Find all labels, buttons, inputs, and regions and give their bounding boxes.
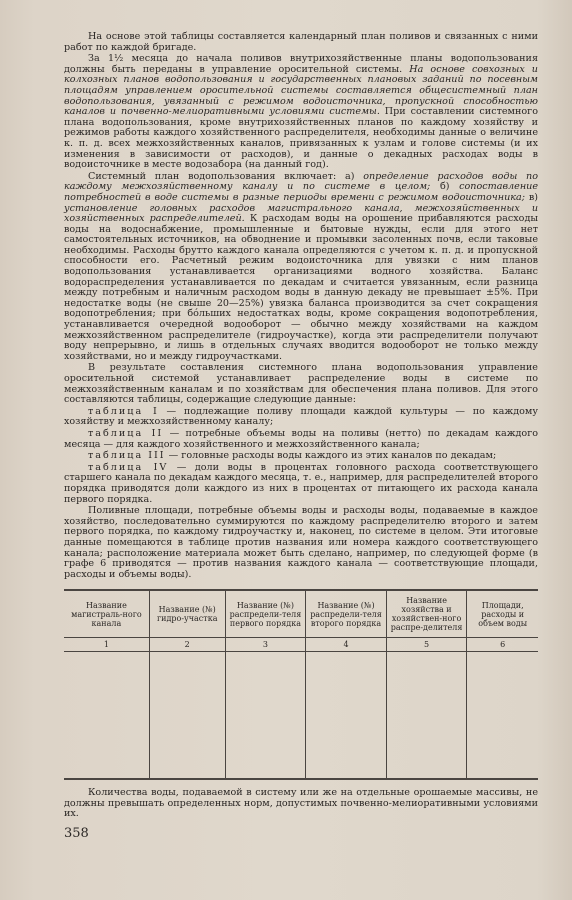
text-run: К расходам воды на орошение прибавляются расходы воды на водоснабжение, промышленные и бытовые нужды, если для этого нет самостоятельных источников, на обводнение и промывки засоленных почв, если таковые необходимы. Расходы брутто каждого канала определяются с учетом к. п. д. и пропускной способности его. Расчетный режим водоисточника для увязки с ним планов водопользования устанавливается организациями водного хозяйства. Баланс водораспределения устанавливается по декадам и считается увязанным, если разница между потребным и наличным расходом воды в данную декаду не превышает ±5%. При недостатке воды (не свыше 20—25%) увязка баланса производится за счет сокращения водопотребления; при бо́льших недостатках воды, кроме сокращения водопотребления, устанавливается очередной водооборот — обычно между хозяйствами на каждом межхозяйственном распределителе (гидроучастке), когда эти распределители получают воду непрерывно, и лишь в отдельных случаях вводится водооборот не только между хозяйствами, но и между гидроучастками. bbox=[64, 213, 538, 362]
header-main-canal: Название магистраль-ного канала bbox=[64, 590, 149, 638]
header-farm-distributor: Название хозяйства и хозяйствен-ного распре-делителя bbox=[386, 590, 467, 638]
list-label: таблица IV bbox=[88, 461, 169, 473]
text-run: За 1½ месяца до начала поливов внутрихозяйственные планы водопользования должны быть переданы в управление оросительной системы. bbox=[64, 53, 538, 75]
italic-run: сопоставление потребностей в воде системы в разные периоды времени с режимом водоисточника; bbox=[64, 181, 538, 203]
paragraph-1: На основе этой таблицы составляется календарный план поливов и связанных с ними работ по каждой бригаде. bbox=[64, 31, 538, 53]
empty-cell bbox=[64, 652, 149, 780]
text-run: б) bbox=[430, 181, 460, 193]
paragraph-3 bbox=[64, 172, 538, 363]
table-header-row bbox=[64, 590, 538, 638]
text-run: При составлении системного плана водопользования, кроме внутрихозяйственных планов по каждому хозяйству и режимов работы каждого хозяйственного распределителя, необходимы данные о величине к. п. д. всех межхозяйственных каналов, привязанных к узлам и голове системы (и их изменения в зависимости от расходов), и данные о декадных расходах воды в водоисточнике в месте водозабора (на данный год). bbox=[64, 106, 538, 171]
list-text: — доли воды в процентах головного расхода соответствующего старшего канала по декадам каждого месяца, т. е., например, для распределителей второго порядка приводятся доли каждого из них в процентах от питающего их расхода канала первого порядка. bbox=[64, 461, 539, 505]
column-number: 1 bbox=[64, 638, 149, 652]
paragraph-2 bbox=[64, 54, 538, 171]
list-text: — подлежащие поливу площади каждой культуры — по каждому хозяйству и межхозяйственному каналу; bbox=[64, 405, 538, 428]
list-label: таблица I bbox=[88, 405, 159, 417]
form-table bbox=[64, 589, 538, 780]
text-run: в) bbox=[524, 191, 538, 203]
list-label: таблица III bbox=[88, 450, 166, 462]
column-number: 6 bbox=[467, 638, 538, 652]
column-number: 5 bbox=[386, 638, 467, 652]
empty-cell bbox=[467, 652, 538, 780]
italic-run: определение расходов воды по каждому межхозяйственному каналу и по системе в целом; bbox=[64, 170, 538, 193]
header-hydro-section: Название (№) гидро-участка bbox=[149, 590, 225, 638]
empty-cell bbox=[306, 652, 387, 780]
list-item-table-1 bbox=[64, 407, 538, 428]
paragraph-5: Поливные площади, потребные объемы воды и расходы воды, подаваемые в каждое хозяйство, последовательно суммируются по каждому распределителю второго и затем первого порядка, по каждому гидроучастку и, наконец, по системе в целом. Эти итоговые данные помещаются в таблице против названия или номера каждого соответствующего канала; расположение материала может быть сделано, например, по следующей форме (в графе 6 приводятся — против названия каждого канала — соответствующие площади, расходы и объемы воды). bbox=[64, 505, 538, 580]
empty-cell bbox=[225, 652, 306, 780]
water-distribution-form-table bbox=[64, 589, 538, 780]
text-run: Системный план водопользования включает: а) bbox=[88, 170, 364, 182]
header-second-order-distributor: Название (№) распредели-теля второго порядка bbox=[306, 590, 387, 638]
paragraph-4: В результате составления системного плана водопользования управление оросительной системой устанавливает распределение воды в системе по межхозяйственным каналам и по хозяйствам для обеспечения плана поливов. Для этого составляются таблицы, содержащие следующие данные: bbox=[64, 362, 538, 406]
italic-run: На основе совхозных и колхозных планов водопользования и государственных плановых заданий по посевным площадям управлением оросительной системы составляется общесистемный план водопользования, увязанный с режимом водоисточника, пропускной способностью каналов и почвенно-мелиоративными условиями системы. bbox=[64, 63, 538, 118]
list-label: таблица II bbox=[88, 427, 164, 439]
italic-run: установление головных расходов магистрального канала, межхозяйственных и хозяйственных распределителей. bbox=[64, 202, 538, 225]
list-item-table-4 bbox=[64, 463, 538, 505]
column-number: 2 bbox=[149, 638, 225, 652]
list-text: — головные расходы воды каждого из этих каналов по декадам; bbox=[165, 450, 497, 462]
column-number-row bbox=[64, 638, 538, 652]
header-areas-volumes: Площади, расходы и объем воды bbox=[467, 590, 538, 638]
table-empty-body-row bbox=[64, 652, 538, 780]
list-item-table-2 bbox=[64, 429, 538, 450]
list-text: — потребные объемы воды на поливы (нетто) по декадам каждого месяца — для каждого хозяйственного и межхозяйственного канала; bbox=[64, 427, 539, 450]
page-number: 358 bbox=[64, 826, 89, 841]
header-first-order-distributor: Название (№) распредели-теля первого порядка bbox=[225, 590, 306, 638]
list-item-table-3 bbox=[64, 451, 538, 462]
closing-text bbox=[64, 788, 538, 820]
empty-cell bbox=[386, 652, 467, 780]
page-body bbox=[64, 32, 538, 580]
paragraph-6: Количества воды, подаваемой в систему или же на отдельные орошаемые массивы, не должны превышать определенных норм, допустимых почвенно-мелиоративными условиями их. bbox=[64, 787, 538, 820]
empty-cell bbox=[149, 652, 225, 780]
column-number: 4 bbox=[306, 638, 387, 652]
column-number: 3 bbox=[225, 638, 306, 652]
